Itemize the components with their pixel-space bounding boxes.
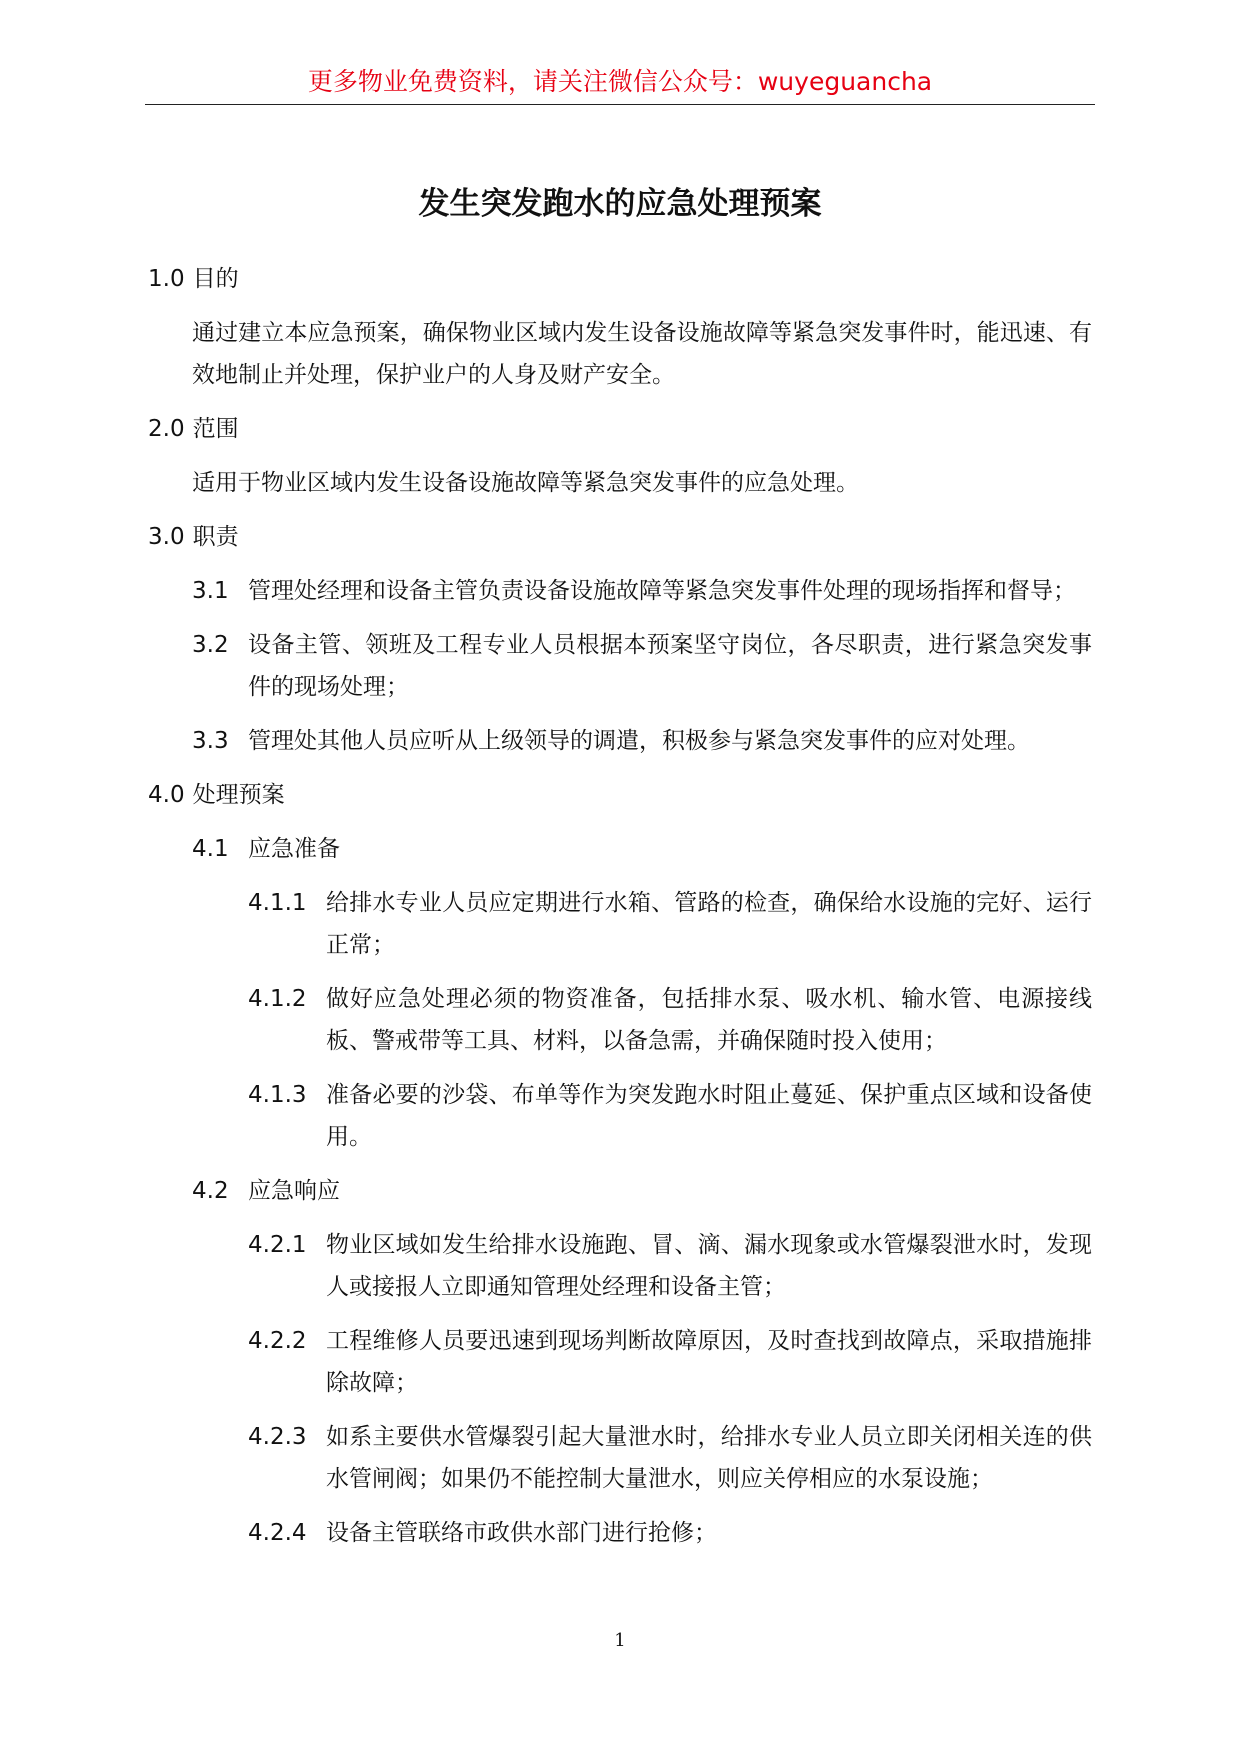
subsection-number: 4.2 xyxy=(192,1178,229,1204)
header-divider xyxy=(145,104,1095,105)
scope-paragraph: 适用于物业区域内发生设备设施故障等紧急突发事件的应急处理。 xyxy=(192,470,859,496)
section-number: 3.0 xyxy=(148,524,185,550)
section-heading-duties xyxy=(148,516,1240,558)
item-number: 4.2.4 xyxy=(248,1520,307,1546)
section-heading-text: 处理预案 xyxy=(192,782,285,808)
item-text: 给排水专业人员应定期进行水箱、管路的检查，确保给水设施的完好、运行正常； xyxy=(326,890,1092,958)
section-heading-plan xyxy=(148,774,1240,816)
response-item xyxy=(248,1224,1092,1308)
subsection-heading-preparation xyxy=(192,828,1092,870)
subsection-heading-text: 应急准备 xyxy=(248,836,340,862)
item-text: 准备必要的沙袋、布单等作为突发跑水时阻止蔓延、保护重点区域和设备使用。 xyxy=(326,1082,1092,1150)
item-number: 4.1.3 xyxy=(248,1082,307,1108)
subsection-heading-text: 应急响应 xyxy=(248,1178,340,1204)
item-text: 设备主管联络市政供水部门进行抢修； xyxy=(326,1520,717,1546)
item-number: 4.2.1 xyxy=(248,1232,307,1258)
item-text: 设备主管、领班及工程专业人员根据本预案坚守岗位，各尽职责，进行紧急突发事件的现场处理； xyxy=(248,632,1092,700)
section-heading-text: 职责 xyxy=(192,524,239,550)
item-text: 管理处经理和设备主管负责设备设施故障等紧急突发事件处理的现场指挥和督导； xyxy=(248,578,1076,604)
section-heading-purpose xyxy=(148,258,1240,300)
document-body xyxy=(0,258,1240,1566)
response-item xyxy=(248,1416,1092,1500)
item-number: 4.1.2 xyxy=(248,986,307,1012)
section-heading-scope xyxy=(148,408,1240,450)
duty-item xyxy=(192,720,1092,762)
response-item xyxy=(248,1512,1092,1554)
preparation-item xyxy=(248,882,1092,966)
preparation-item xyxy=(248,1074,1092,1158)
header-promo-text: 更多物业免费资料，请关注微信公众号：wuyeguancha xyxy=(307,67,933,96)
item-text: 物业区域如发生给排水设施跑、冒、滴、漏水现象或水管爆裂泄水时，发现人或接报人立即通知管理处经理和设备主管； xyxy=(326,1232,1092,1300)
subsection-heading-response xyxy=(192,1170,1092,1212)
purpose-paragraph: 通过建立本应急预案，确保物业区域内发生设备设施故障等紧急突发事件时，能迅速、有效地制止并处理，保护业户的人身及财产安全。 xyxy=(192,320,1092,388)
page-number: 1 xyxy=(614,1630,626,1651)
item-number: 3.2 xyxy=(192,632,229,658)
section-number: 1.0 xyxy=(148,266,185,292)
item-text: 工程维修人员要迅速到现场判断故障原因，及时查找到故障点，采取措施排除故障； xyxy=(326,1328,1092,1396)
item-number: 4.2.2 xyxy=(248,1328,307,1354)
document-title: 发生突发跑水的应急处理预案 xyxy=(418,186,822,222)
subsection-number: 4.1 xyxy=(192,836,229,862)
item-number: 4.1.1 xyxy=(248,890,307,916)
section-number: 4.0 xyxy=(148,782,185,808)
section-number: 2.0 xyxy=(148,416,185,442)
item-text: 如系主要供水管爆裂引起大量泄水时，给排水专业人员立即关闭相关连的供水管闸阀；如果仍不能控制大量泄水，则应关停相应的水泵设施； xyxy=(326,1424,1092,1492)
section-heading-text: 目的 xyxy=(192,266,239,292)
duty-item xyxy=(192,570,1092,612)
section-heading-text: 范围 xyxy=(192,416,239,442)
duty-item xyxy=(192,624,1092,708)
item-text: 做好应急处理必须的物资准备，包括排水泵、吸水机、输水管、电源接线板、警戒带等工具、材料，以备急需，并确保随时投入使用； xyxy=(326,986,1092,1054)
response-item xyxy=(248,1320,1092,1404)
item-number: 3.3 xyxy=(192,728,229,754)
preparation-item xyxy=(248,978,1092,1062)
item-number: 4.2.3 xyxy=(248,1424,307,1450)
item-text: 管理处其他人员应听从上级领导的调遣，积极参与紧急突发事件的应对处理。 xyxy=(248,728,1030,754)
item-number: 3.1 xyxy=(192,578,229,604)
